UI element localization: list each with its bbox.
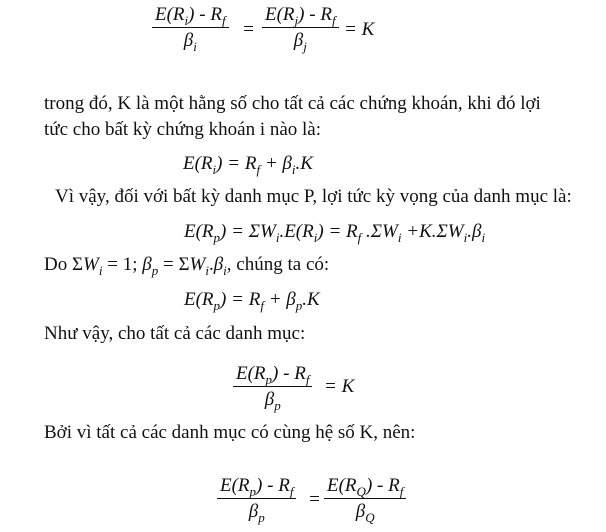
eq6-right-numerator: $E(R_Q) - R_f$ [327,475,404,499]
eq1-rhs: = K [344,19,375,40]
paragraph-2: Vì vậy, đối với bất kỳ danh mục P, lợi tức kỳ vọng của danh mục là: [55,186,572,207]
paragraph-3: Do $\Sigma W_i = 1$; $\beta_p = \Sigma W_i.\beta_i$, chúng ta có: [44,254,330,278]
equation-2: $E(R_i) = R_f + \beta_i.K$ [183,153,313,177]
eq6-left-denominator: $\beta_p$ [248,501,265,525]
eq1-left-numerator: $E(R_i) - R_f$ [155,4,226,28]
eq1-right-fraction [262,4,339,53]
eq1-left-denominator: $\beta_i$ [183,30,197,54]
eq1-equals: = [242,19,255,40]
eq6-left-fraction [217,475,296,524]
equation-4: $E(R_p) = R_f + \beta_p.K$ [184,289,320,313]
eq1-left-fraction [152,4,229,53]
equation-3: $E(R_p) = \Sigma W_i.E(R_i) = R_f$ $.\Sigma W_i +K.\Sigma W_i.\beta_i$ [184,221,486,245]
eq6-equals: = [308,489,321,510]
eq5-denominator: $\beta_p$ [264,389,281,413]
paragraph-1-line-2: tức cho bất kỳ chứng khoán i nào là: [44,119,322,140]
eq6-right-denominator: $\beta_Q$ [355,501,375,525]
eq1-right-numerator: $E(R_j) - R_f$ [265,4,336,28]
paragraph-5: Bởi vì tất cả các danh mục có cùng hệ số K, nên: [44,422,416,443]
eq5-rhs: = K [324,376,355,397]
eq5-fraction [233,363,312,412]
eq5-numerator: $E(R_p) - R_f$ [236,363,310,387]
eq6-left-numerator: $E(R_p) - R_f$ [220,475,294,499]
eq1-right-denominator: $\beta_j$ [293,30,307,54]
eq6-right-fraction [324,475,406,524]
paragraph-4: Như vậy, cho tất cả các danh mục: [44,323,306,344]
paragraph-1-line-1: trong đó, K là một hằng số cho tất cả các chứng khoán, khi đó lợi [44,93,541,114]
